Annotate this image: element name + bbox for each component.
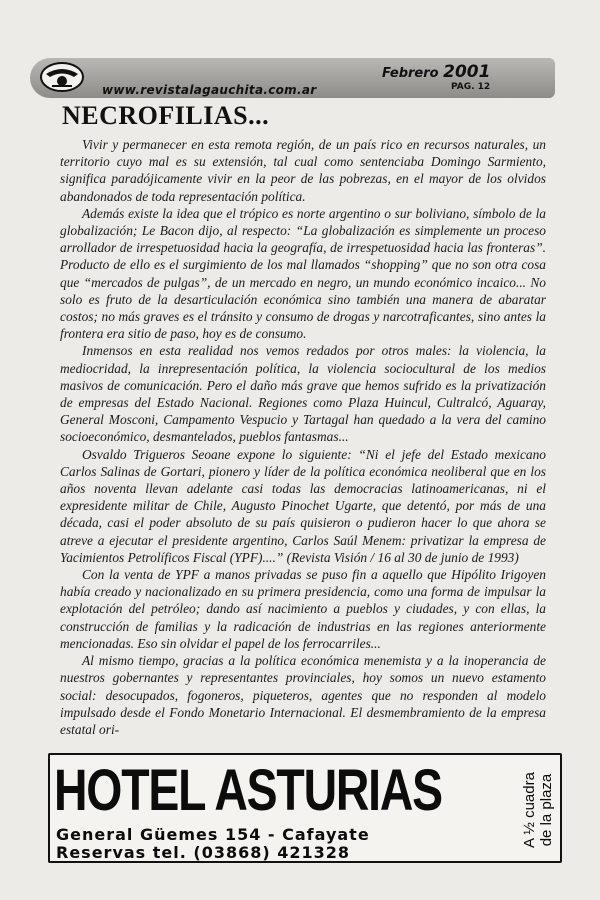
location-line-1: A ½ cuadra [521,772,538,848]
article-body [60,136,546,738]
issue-year: 2001 [443,62,491,82]
article-paragraph: Con la venta de YPF a manos privadas se puso fin a aquello que Hipólito Irigoyen había creado y nacionalizado en su primera presidencia, como una forma de impulsar la explotación del petróleo; dando así nacimiento a pueblos y ciudades, y con ellas, la construcción de familias y la radicación de industrias en las regiones anteriormente mencionadas. Eso sin olvidar el papel de los ferrocarriles... [60,567,546,651]
article-paragraph: Vivir y permanecer en esta remota región, de un país rico en recursos naturales, un territorio cuyo mal es su extensión, tal cual como sentenciaba Domingo Sarmiento, significa paradójicamente vivir en la peor de las pobrezas, en el mayor de los olvidos abandonados de toda representación política. [60,137,546,204]
location-line-2: de la plaza [538,773,555,847]
hotel-name: HOTEL ASTURIAS [54,758,442,823]
hotel-advertisement [48,753,562,863]
issue-date [382,62,490,82]
article-paragraph: Osvaldo Trigueros Seoane expone lo siguiente: “Ni el jefe del Estado mexicano Carlos Salinas de Gortari, pionero y líder de la política económica neoliberal que en los años noventa llevan adelante casi todas las democracias latinoamericanas, ni el expresidente militar de Chile, Augusto Pinochet Ugarte, que detentó, por más de una década, casi el poder absoluto de su país quisieron o pudieron hacer lo que ahora se atreve a ejecutar el presidente argentino, Carlos Saúl Menem: privatizar la empresa de Yacimientos Petrolíficos Fiscal (YPF)....” (Revista Visión / 16 al 30 de junio de 1993) [60,446,546,565]
page-number: PAG. 12 [451,82,491,92]
article-title: NECROFILIAS... [62,101,270,130]
hotel-phone: Reservas tel. (03868) 421328 [56,843,351,862]
article-paragraph: Inmensos en esta realidad nos vemos redados por otros males: la violencia, la mediocridad, la inrepresentación política, la violencia sociocultural de los medios masivos de comunicación. Pero el daño más grave que hemos sufrido es la privatización de empresas del Estado Nacional. Regiones como Plaza Huincul, Cultralcó, Aguaray, General Mosconi, Campamento Vespucio y Tartagal han quedado a la vera del camino socioeconómico, desmantelados, pueblos fantasmas... [60,343,546,445]
hotel-location-note [516,761,560,859]
issue-month: Febrero [382,66,439,81]
hotel-address: General Güemes 154 - Cafayate [56,825,370,844]
site-url[interactable]: www.revistalagauchita.com.ar [102,83,317,97]
article-paragraph: Al mismo tiempo, gracias a la política económica menemista y a la inoperancia de nuestros gobernantes y representantes provinciales, hoy somos un nuevo estamento social: desocupados, fogoneros, piqueteros, agentes que no responden al modelo impulsado desde el Fondo Monetario Internacional. El desmembramiento de la empresa estatal ori- [60,653,546,737]
article-paragraph: Además existe la idea que el trópico es norte argentino o sur boliviano, símbolo de la globalización; Le Bacon dijo, al respecto: “La globalización es simplemente un proceso arrollador de irrespetuosidad hacia la geografía, de irrespetuosidad hacia las fronteras”. Producto de ello es el surgimiento de los mal llamados “shopping” que no son otra cosa que “mercados de pulgas”, de un mercado en negro, un mundo económico incaico... No solo es fruto de la desarticulación económica sino también una manera de abaratar costos; no más graves es el tránsito y consumo de drogas y narcotraficantes, sino antes la frontera era sitio de paso, hoy es de consumo. [60,205,546,342]
gaucho-emblem-icon [38,60,86,94]
